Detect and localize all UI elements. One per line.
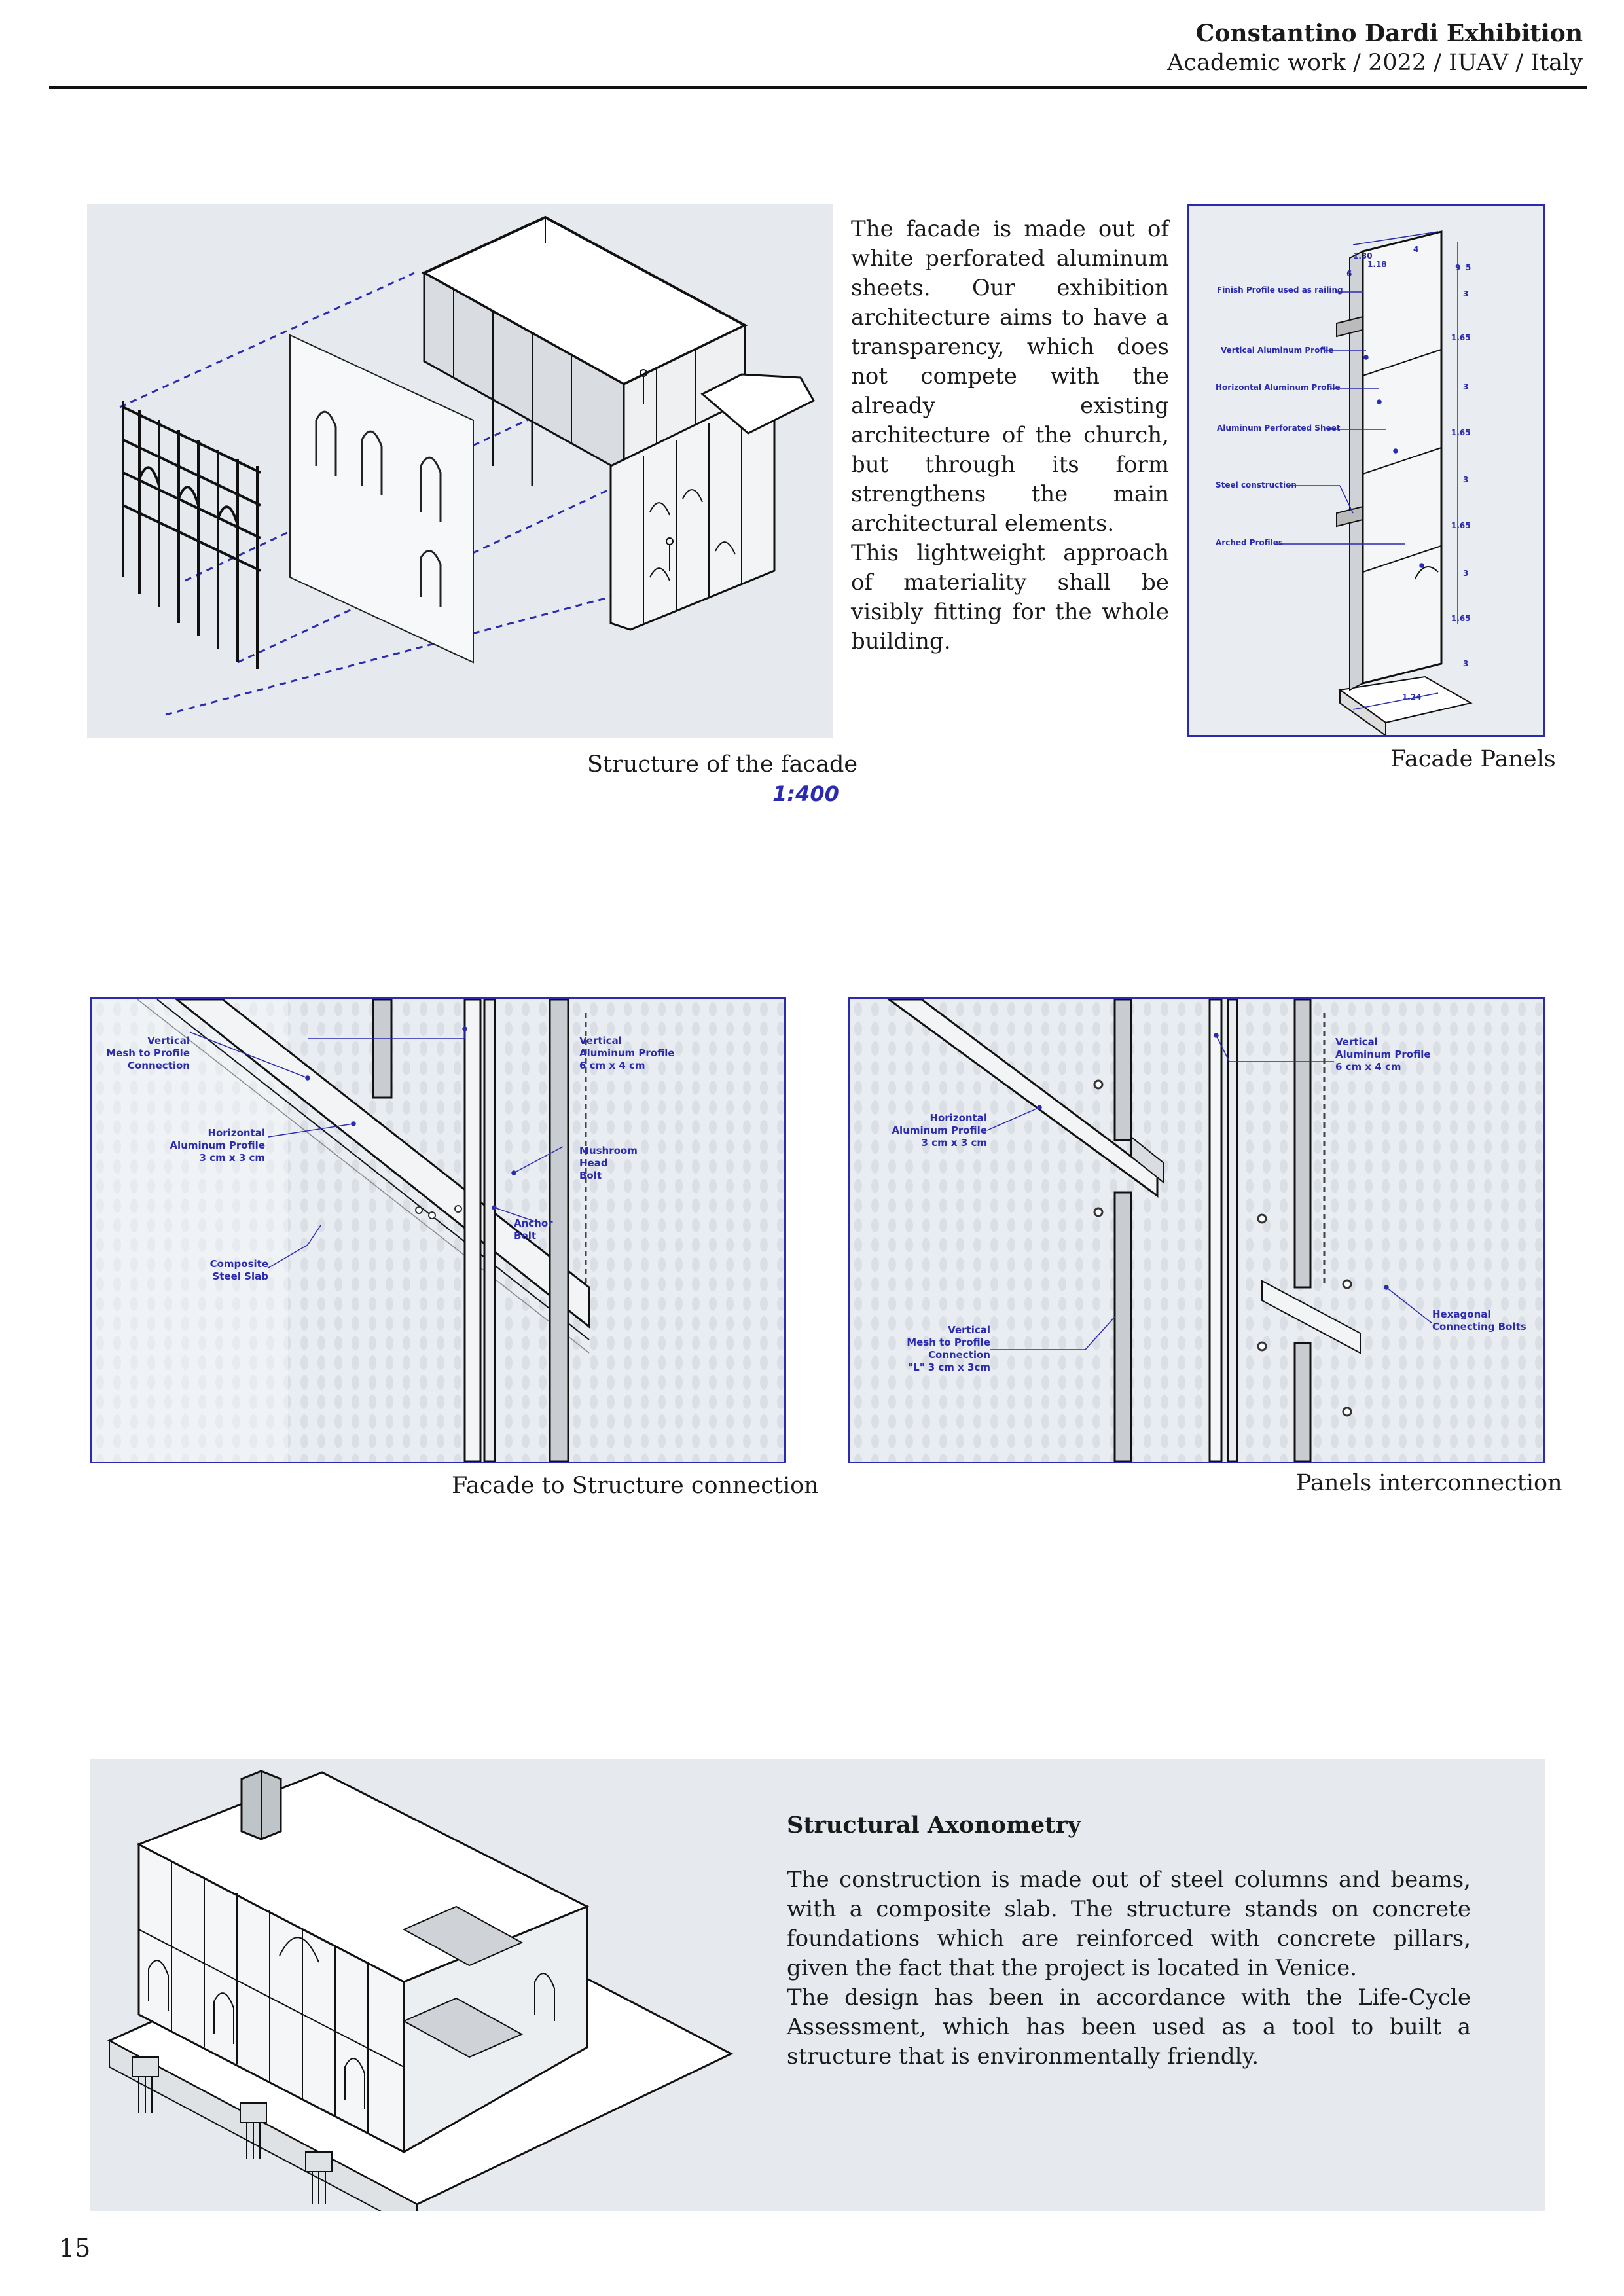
axonometry-paragraph-1: The construction is made out of steel columns and beams, with a composite slab. The structure stands on concrete foundations which are reinforced with concrete pillars, given the fact that the project is located in Venice.: [787, 1867, 1471, 1981]
facade-panels-caption: Facade Panels: [1390, 746, 1556, 772]
inter-label-vertical-profile: Vertical Aluminum Profile 6 cm x 4 cm: [1335, 1036, 1431, 1073]
panel-label-steel: Steel construction: [1216, 480, 1297, 490]
axonometry-description: [787, 1865, 1471, 2072]
facade-structure-figure: [87, 204, 833, 738]
panel-dim-base: 1.24: [1402, 692, 1422, 702]
panel-dim-s3: 3: [1463, 475, 1469, 484]
panels-interconnection-caption: Panels interconnection: [1296, 1470, 1562, 1496]
conn-label-vertical-mesh: Vertical Mesh to Profile Connection: [106, 1035, 190, 1071]
page-number: 15: [59, 2234, 91, 2263]
inter-label-hex-bolts: Hexagonal Connecting Bolts: [1432, 1308, 1526, 1333]
structural-axonometry-drawing: [90, 1759, 810, 2211]
panel-dim-h1: 1.65: [1451, 333, 1471, 342]
panel-dim-s4: 3: [1463, 569, 1469, 578]
conn-label-horizontal-profile: Horizontal Aluminum Profile 3 cm x 3 cm: [170, 1127, 265, 1164]
panel-dim-width: 1.30: [1353, 251, 1373, 260]
structural-axonometry-panel: [90, 1759, 1545, 2211]
panel-dim-top-b: 9: [1455, 263, 1461, 272]
facade-structure-scale: 1:400: [772, 781, 839, 806]
panel-label-horizontal: Horizontal Aluminum Profile: [1216, 383, 1341, 392]
panel-label-vertical: Vertical Aluminum Profile: [1221, 346, 1334, 355]
axonometry-paragraph-2: The design has been in accordance with the Life-Cycle Assessment, which has been used as a tool to built a structure that is environmentally friendly.: [787, 1984, 1471, 2070]
facade-connection-figure: [90, 997, 786, 1463]
inter-label-vertical-mesh: Vertical Mesh to Profile Connection "L" 3 cm x 3cm: [907, 1324, 990, 1373]
header-title: Constantino Dardi Exhibition: [1195, 20, 1583, 47]
facade-structure-drawing: [87, 204, 833, 738]
panel-dim-h3: 1.65: [1451, 521, 1471, 530]
panel-dim-top-c: 5: [1466, 263, 1471, 272]
panel-dim-width-inner: 1.18: [1367, 260, 1387, 269]
facade-description: [851, 215, 1169, 656]
facade-panels-figure: [1187, 204, 1545, 737]
inter-label-horizontal-profile: Horizontal Aluminum Profile 3 cm x 3 cm: [892, 1112, 987, 1149]
panel-dim-s1: 3: [1463, 289, 1469, 298]
facade-structure-caption: Structure of the facade: [587, 751, 858, 778]
panels-interconnection-drawing: [850, 999, 1543, 1462]
panel-label-arched: Arched Profiles: [1216, 538, 1284, 547]
conn-label-composite-slab: Composite Steel Slab: [209, 1258, 268, 1282]
panel-dim-h4: 1.65: [1451, 614, 1471, 623]
facade-connection-drawing: [92, 999, 784, 1462]
header-subtitle: Academic work / 2022 / IUAV / Italy: [1167, 50, 1583, 76]
panel-dim-top-a: 4: [1413, 245, 1419, 254]
conn-label-mushroom-bolt: Mushroom Head Bolt: [579, 1145, 638, 1181]
panel-dim-s2: 3: [1463, 382, 1469, 391]
facade-paragraph-1: The facade is made out of white perforated aluminum sheets. Our exhibition architecture aims to have a transparency, which does not compete with the already existing architecture of the church, but through its form strengthens the main architectural elements.: [851, 216, 1169, 537]
panel-label-finish: Finish Profile used as railing: [1217, 285, 1343, 295]
header-rule: [49, 86, 1587, 89]
panels-interconnection-figure: [848, 997, 1545, 1463]
panel-label-sheet: Aluminum Perforated Sheet: [1217, 423, 1341, 433]
panel-dim-h2: 1.65: [1451, 428, 1471, 437]
axonometry-heading: Structural Axonometry: [787, 1812, 1081, 1839]
panel-dim-s5: 3: [1463, 659, 1469, 668]
panel-dim-depth: 6: [1346, 269, 1352, 278]
conn-label-vertical-profile: Vertical Aluminum Profile 6 cm x 4 cm: [579, 1035, 675, 1071]
conn-label-anchor-bolt: Anchor Bolt: [514, 1217, 553, 1242]
facade-paragraph-2: This lightweight approach of materiality shall be visibly fitting for the whole building.: [851, 540, 1169, 655]
facade-connection-caption: Facade to Structure connection: [452, 1473, 819, 1499]
